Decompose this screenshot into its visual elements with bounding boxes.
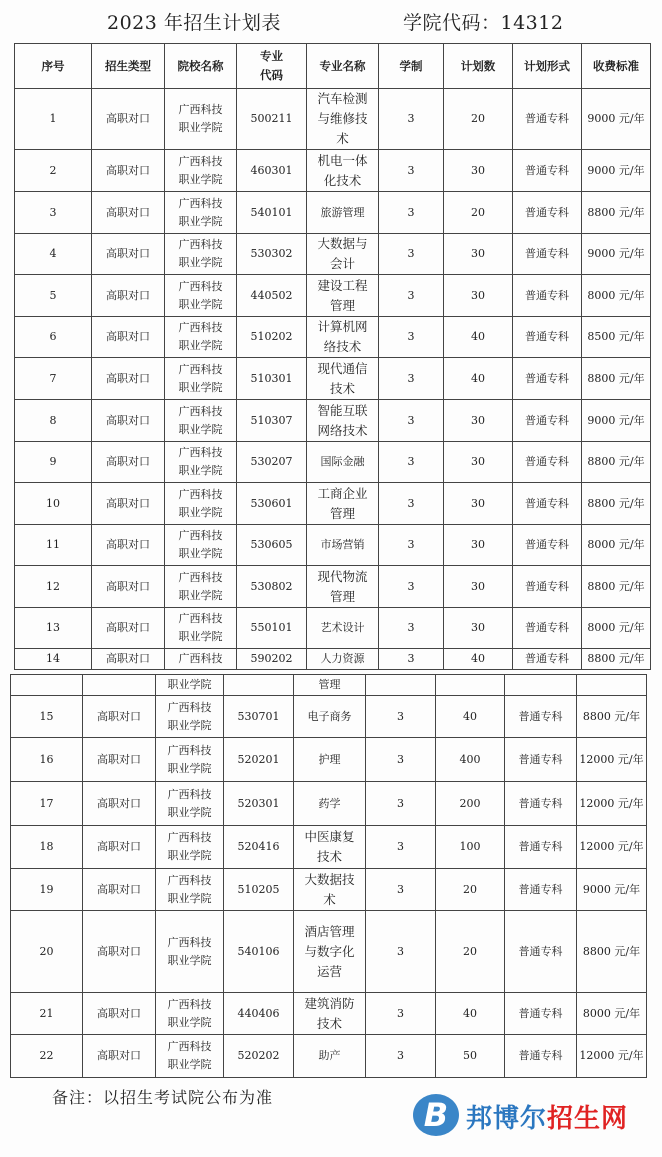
- cell-years: 3: [366, 696, 436, 738]
- cell-no: 3: [15, 192, 92, 234]
- table-row-continued: [11, 675, 647, 696]
- cell-major: 工商企业管理: [307, 483, 379, 525]
- cell-years: 3: [379, 442, 444, 483]
- cell-major: 旅游管理: [307, 192, 379, 234]
- cell-fee: 8000 元/年: [577, 993, 647, 1035]
- cell-plan: 30: [444, 275, 513, 317]
- cell-plan: 20: [444, 89, 513, 150]
- table-row: [15, 483, 651, 525]
- cell-plan: 40: [444, 649, 513, 670]
- cell-no: 8: [15, 400, 92, 442]
- cell-school: 广西科技职业学院: [165, 566, 237, 608]
- cell-plan: 30: [444, 234, 513, 275]
- logo-text: 邦博尔招生网: [466, 1104, 629, 1134]
- cell-type: 高职对口: [92, 608, 165, 649]
- cell-plan: 30: [444, 150, 513, 192]
- cell-no: 21: [11, 993, 83, 1035]
- cell-form: 普通专科: [513, 649, 582, 670]
- cell-type: 高职对口: [83, 1035, 156, 1078]
- cell-no: 22: [11, 1035, 83, 1078]
- cell-code: 540101: [237, 192, 307, 234]
- cell-major: 助产: [294, 1035, 366, 1078]
- page-title: 2023 年招生计划表: [107, 12, 281, 34]
- cell-plan: 40: [436, 696, 505, 738]
- cell-form: 普通专科: [505, 1035, 577, 1078]
- cell-no: 11: [15, 525, 92, 566]
- cell-years: 3: [366, 738, 436, 782]
- cell-plan: 40: [444, 358, 513, 400]
- cell-fee: 8800 元/年: [582, 358, 651, 400]
- college-code: 学院代码：14312: [403, 12, 564, 34]
- table-row: [11, 869, 647, 911]
- table-row: [15, 358, 651, 400]
- cell-years: 3: [366, 869, 436, 911]
- cell-plan: 30: [444, 608, 513, 649]
- cell-form: 普通专科: [513, 566, 582, 608]
- cell-code: 530605: [237, 525, 307, 566]
- cell-form: 普通专科: [505, 738, 577, 782]
- cell-school: 广西科技: [165, 649, 237, 670]
- cell-no: 20: [11, 911, 83, 993]
- cell-major: 人力资源: [307, 649, 379, 670]
- cell-fee: 8800 元/年: [582, 192, 651, 234]
- cell-school: 广西科技职业学院: [165, 483, 237, 525]
- cell-plan: 200: [436, 782, 505, 826]
- cell-fee: 8800 元/年: [582, 483, 651, 525]
- header-major: 专业名称: [307, 44, 379, 89]
- cell-major: 国际金融: [307, 442, 379, 483]
- cell-major: 中医康复技术: [294, 826, 366, 869]
- cell-form: 普通专科: [513, 525, 582, 566]
- cell-fee: 8800 元/年: [577, 696, 647, 738]
- cell-type: 高职对口: [83, 911, 156, 993]
- cell-major: 现代物流管理: [307, 566, 379, 608]
- cell-plan: 100: [436, 826, 505, 869]
- cell-fee: 8800 元/年: [582, 566, 651, 608]
- cell-school: 广西科技职业学院: [156, 911, 224, 993]
- cell-no: 4: [15, 234, 92, 275]
- cell-no: 1: [15, 89, 92, 150]
- cell-code: 530701: [224, 696, 294, 738]
- cell-form: 普通专科: [505, 869, 577, 911]
- table-row: [15, 525, 651, 566]
- cell-code: 550101: [237, 608, 307, 649]
- header-plan: 计划数: [444, 44, 513, 89]
- table-row: [11, 911, 647, 993]
- cell-major: 管理: [294, 675, 366, 696]
- cell-code: 540106: [224, 911, 294, 993]
- cell-major: 电子商务: [294, 696, 366, 738]
- cell-plan: 30: [444, 566, 513, 608]
- enrollment-table-page-2: [10, 674, 647, 1078]
- cell-form: 普通专科: [513, 442, 582, 483]
- cell-code: 520202: [224, 1035, 294, 1078]
- cell-years: 3: [366, 782, 436, 826]
- cell-type: 高职对口: [92, 89, 165, 150]
- cell-school: 职业学院: [156, 675, 224, 696]
- cell-school: 广西科技职业学院: [165, 275, 237, 317]
- cell-code: 510205: [224, 869, 294, 911]
- cell-type: 高职对口: [92, 234, 165, 275]
- cell-form: 普通专科: [513, 358, 582, 400]
- table-row: [11, 826, 647, 869]
- cell-fee: 9000 元/年: [582, 400, 651, 442]
- cell-years: 3: [366, 826, 436, 869]
- cell-years: 3: [379, 525, 444, 566]
- cell-plan: 30: [444, 483, 513, 525]
- cell-school: 广西科技职业学院: [156, 869, 224, 911]
- cell-form: 普通专科: [505, 696, 577, 738]
- cell-type: 高职对口: [83, 782, 156, 826]
- cell-type: 高职对口: [83, 738, 156, 782]
- table-row: [15, 317, 651, 358]
- cell-form: 普通专科: [505, 826, 577, 869]
- cell-code: 510202: [237, 317, 307, 358]
- cell-school: 广西科技职业学院: [156, 1035, 224, 1078]
- cell-fee: 12000 元/年: [577, 1035, 647, 1078]
- cell-plan: 40: [436, 993, 505, 1035]
- cell-type: 高职对口: [92, 192, 165, 234]
- cell-school: 广西科技职业学院: [165, 358, 237, 400]
- cell-school: 广西科技职业学院: [156, 782, 224, 826]
- cell-no: 13: [15, 608, 92, 649]
- cell-major: 现代通信技术: [307, 358, 379, 400]
- cell-form: 普通专科: [513, 275, 582, 317]
- cell-fee: 8000 元/年: [582, 275, 651, 317]
- cell-fee: 9000 元/年: [582, 234, 651, 275]
- cell-code: 530802: [237, 566, 307, 608]
- cell-school: 广西科技职业学院: [165, 192, 237, 234]
- cell-type: 高职对口: [92, 150, 165, 192]
- cell-no: 12: [15, 566, 92, 608]
- cell-fee: 8800 元/年: [577, 911, 647, 993]
- cell-form: 普通专科: [505, 782, 577, 826]
- cell-no: 9: [15, 442, 92, 483]
- cell-type: 高职对口: [83, 869, 156, 911]
- cell-years: 3: [379, 89, 444, 150]
- cell-form: 普通专科: [513, 483, 582, 525]
- cell-no: 17: [11, 782, 83, 826]
- cell-school: 广西科技职业学院: [156, 696, 224, 738]
- cell-type: 高职对口: [83, 696, 156, 738]
- cell-code: 510307: [237, 400, 307, 442]
- table-row: [15, 234, 651, 275]
- cell-major: 市场营销: [307, 525, 379, 566]
- cell-form: 普通专科: [513, 400, 582, 442]
- cell-school: 广西科技职业学院: [165, 89, 237, 150]
- cell-school: 广西科技职业学院: [165, 442, 237, 483]
- cell-years: 3: [379, 192, 444, 234]
- table-row: [15, 442, 651, 483]
- cell-major: 大数据与会计: [307, 234, 379, 275]
- cell-no: 2: [15, 150, 92, 192]
- cell-code: 510301: [237, 358, 307, 400]
- cell-form: 普通专科: [505, 993, 577, 1035]
- cell-type: 高职对口: [92, 275, 165, 317]
- cell-plan: 50: [436, 1035, 505, 1078]
- header-school: 院校名称: [165, 44, 237, 89]
- cell-form: 普通专科: [513, 608, 582, 649]
- cell-type: 高职对口: [83, 826, 156, 869]
- cell-years: 3: [379, 608, 444, 649]
- cell-code: 460301: [237, 150, 307, 192]
- cell-form: 普通专科: [505, 911, 577, 993]
- cell-fee: 9000 元/年: [577, 869, 647, 911]
- cell-fee: 12000 元/年: [577, 826, 647, 869]
- cell-major: 建设工程管理: [307, 275, 379, 317]
- cell-years: 3: [366, 911, 436, 993]
- cell-form: 普通专科: [513, 150, 582, 192]
- table-row: [15, 150, 651, 192]
- cell-type: 高职对口: [92, 358, 165, 400]
- cell-form: 普通专科: [513, 89, 582, 150]
- cell-code: 440502: [237, 275, 307, 317]
- cell-plan: 30: [444, 400, 513, 442]
- cell-no: 19: [11, 869, 83, 911]
- header-code: 专业代码: [237, 44, 307, 89]
- cell-type: 高职对口: [92, 317, 165, 358]
- cell-type: 高职对口: [83, 993, 156, 1035]
- cell-form: 普通专科: [513, 317, 582, 358]
- site-logo[interactable]: [413, 1092, 649, 1138]
- cell-plan: 20: [444, 192, 513, 234]
- cell-school: 广西科技职业学院: [165, 317, 237, 358]
- header-form: 计划形式: [513, 44, 582, 89]
- cell-school: 广西科技职业学院: [156, 993, 224, 1035]
- cell-fee: 8500 元/年: [582, 317, 651, 358]
- table-row: [15, 192, 651, 234]
- table-row: [15, 566, 651, 608]
- cell-major: 护理: [294, 738, 366, 782]
- cell-school: 广西科技职业学院: [156, 738, 224, 782]
- cell-code: 520416: [224, 826, 294, 869]
- table-row: [15, 275, 651, 317]
- table-row: [15, 89, 651, 150]
- cell-school: 广西科技职业学院: [165, 608, 237, 649]
- cell-type: 高职对口: [92, 525, 165, 566]
- logo-mark-icon: B: [413, 1094, 459, 1136]
- cell-major: 智能互联网络技术: [307, 400, 379, 442]
- cell-fee: 8000 元/年: [582, 608, 651, 649]
- table-row: [11, 1035, 647, 1078]
- cell-no: 16: [11, 738, 83, 782]
- cell-plan: 40: [444, 317, 513, 358]
- cell-major: 药学: [294, 782, 366, 826]
- cell-plan: 30: [444, 525, 513, 566]
- cell-code: 520301: [224, 782, 294, 826]
- enrollment-table-page-1: [14, 43, 651, 670]
- cell-code: 590202: [237, 649, 307, 670]
- cell-type: 高职对口: [92, 400, 165, 442]
- cell-major: 计算机网络技术: [307, 317, 379, 358]
- cell-code: 530302: [237, 234, 307, 275]
- cell-no: 6: [15, 317, 92, 358]
- table-header-row: [15, 44, 651, 89]
- cell-major: 大数据技术: [294, 869, 366, 911]
- header-no: 序号: [15, 44, 92, 89]
- cell-years: 3: [379, 483, 444, 525]
- header-fee: 收费标准: [582, 44, 651, 89]
- cell-code: 440406: [224, 993, 294, 1035]
- cell-type: 高职对口: [92, 442, 165, 483]
- header-years: 学制: [379, 44, 444, 89]
- cell-fee: 8000 元/年: [582, 525, 651, 566]
- cell-school: 广西科技职业学院: [165, 150, 237, 192]
- cell-code: 530601: [237, 483, 307, 525]
- cell-no: 5: [15, 275, 92, 317]
- cell-school: 广西科技职业学院: [165, 525, 237, 566]
- cell-plan: 30: [444, 442, 513, 483]
- cell-form: 普通专科: [513, 192, 582, 234]
- header-type: 招生类型: [92, 44, 165, 89]
- cell-fee: 12000 元/年: [577, 782, 647, 826]
- table-row: [15, 649, 651, 670]
- cell-years: 3: [379, 150, 444, 192]
- cell-plan: 400: [436, 738, 505, 782]
- cell-fee: 9000 元/年: [582, 89, 651, 150]
- cell-major: 机电一体化技术: [307, 150, 379, 192]
- cell-code: 500211: [237, 89, 307, 150]
- cell-fee: 8800 元/年: [582, 442, 651, 483]
- cell-no: 18: [11, 826, 83, 869]
- cell-school: 广西科技职业学院: [165, 234, 237, 275]
- table-row: [11, 738, 647, 782]
- cell-years: 3: [366, 1035, 436, 1078]
- cell-years: 3: [379, 358, 444, 400]
- cell-code: 520201: [224, 738, 294, 782]
- cell-major: 艺术设计: [307, 608, 379, 649]
- table-row: [11, 782, 647, 826]
- cell-fee: 12000 元/年: [577, 738, 647, 782]
- cell-years: 3: [379, 400, 444, 442]
- cell-school: 广西科技职业学院: [165, 400, 237, 442]
- cell-no: 15: [11, 696, 83, 738]
- cell-years: 3: [379, 275, 444, 317]
- footnote: 备注：以招生考试院公布为准: [52, 1088, 274, 1107]
- cell-years: 3: [379, 566, 444, 608]
- cell-major: 酒店管理与数字化运营: [294, 911, 366, 993]
- cell-type: 高职对口: [92, 483, 165, 525]
- cell-type: 高职对口: [92, 566, 165, 608]
- cell-plan: 20: [436, 911, 505, 993]
- cell-fee: 9000 元/年: [582, 150, 651, 192]
- table-row: [11, 993, 647, 1035]
- cell-years: 3: [379, 234, 444, 275]
- cell-no: 10: [15, 483, 92, 525]
- cell-no: 14: [15, 649, 92, 670]
- cell-major: 汽车检测与维修技术: [307, 89, 379, 150]
- cell-code: 530207: [237, 442, 307, 483]
- cell-type: 高职对口: [92, 649, 165, 670]
- cell-form: 普通专科: [513, 234, 582, 275]
- cell-years: 3: [379, 649, 444, 670]
- cell-fee: 8800 元/年: [582, 649, 651, 670]
- cell-school: 广西科技职业学院: [156, 826, 224, 869]
- cell-no: 7: [15, 358, 92, 400]
- cell-major: 建筑消防技术: [294, 993, 366, 1035]
- table-row: [11, 696, 647, 738]
- cell-years: 3: [379, 317, 444, 358]
- cell-plan: 20: [436, 869, 505, 911]
- table-row: [15, 608, 651, 649]
- cell-years: 3: [366, 993, 436, 1035]
- table-row: [15, 400, 651, 442]
